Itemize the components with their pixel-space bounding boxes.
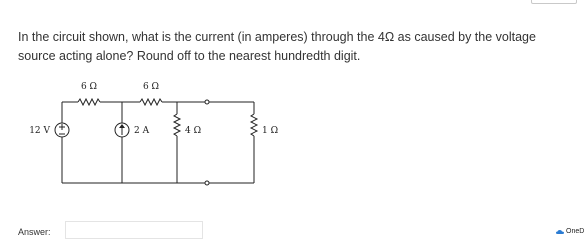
r1-label: 6 Ω [80, 82, 98, 92]
answer-label: Answer: [18, 227, 51, 237]
r4-label: 1 Ω [262, 126, 279, 136]
voltage-source-label: 12 V [29, 126, 50, 136]
voltage-source-icon [55, 123, 69, 137]
answer-input[interactable] [65, 221, 203, 239]
question-text: In the circuit shown, what is the current (in amperes) through the 4Ω as caused by the voltage source acting alone? Round off to the nearest hundredth digit. [18, 30, 536, 63]
cloud-icon [556, 229, 564, 235]
r3-label: 4 Ω [185, 126, 202, 136]
top-corner-field [531, 0, 577, 4]
terminal-top [205, 100, 209, 104]
onedrive-label: OneD [566, 228, 584, 235]
terminal-bottom [205, 181, 209, 185]
circuit-diagram [0, 68, 300, 203]
current-source-label: 2 A [134, 126, 150, 136]
current-source-icon [115, 123, 129, 137]
onedrive-badge[interactable] [556, 228, 584, 235]
r2-label: 6 Ω [142, 82, 160, 92]
